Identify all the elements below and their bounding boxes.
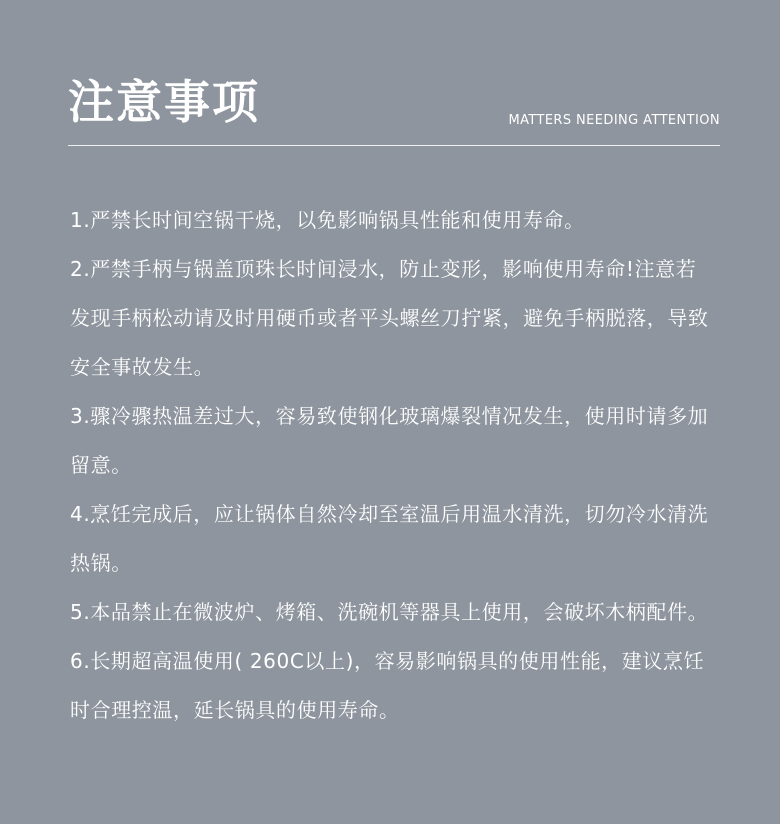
- note-item-2: 2.严禁手柄与锅盖顶珠长时间浸水，防止变形，影响使用寿命!注意若发现手柄松动请及时用硬币或者平头螺丝刀拧紧，避免手柄脱落，导致安全事故发生。: [70, 257, 709, 379]
- header: [68, 72, 720, 146]
- page-title: 注意事项: [68, 75, 260, 129]
- note-item-5: 5.本品禁止在微波炉、烤箱、洗碗机等器具上使用，会破坏木柄配件。: [70, 600, 709, 624]
- note-item-6: 6.长期超高温使用( 260C以上)，容易影响锅具的使用性能，建议烹饪时合理控温，延长锅具的使用寿命。: [70, 649, 705, 722]
- notes-list: [70, 196, 710, 735]
- header-divider: [68, 145, 720, 146]
- page-subtitle: MATTERS NEEDING ATTENTION: [508, 113, 720, 128]
- note-item-1: 1.严禁长时间空锅干烧，以免影响锅具性能和使用寿命。: [70, 208, 585, 232]
- note-item-3: 3.骤冷骤热温差过大，容易致使钢化玻璃爆裂情况发生，使用时请多加留意。: [70, 404, 709, 477]
- note-item-4: 4.烹饪完成后，应让锅体自然冷却至室温后用温水清洗，切勿冷水清洗热锅。: [70, 502, 709, 575]
